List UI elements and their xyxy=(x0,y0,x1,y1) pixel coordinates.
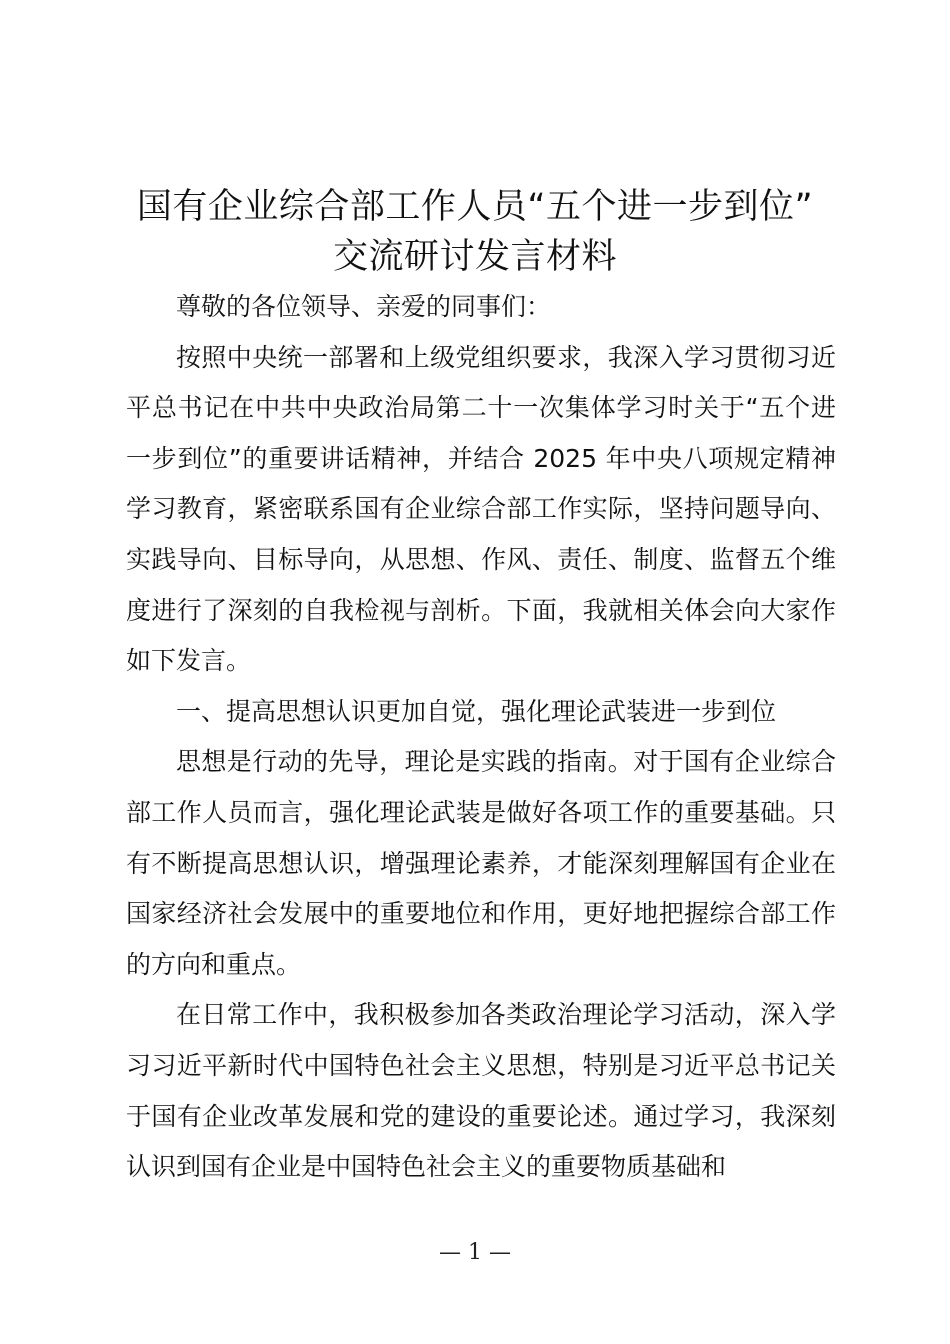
salutation: 尊敬的各位领导、亲爱的同事们： xyxy=(176,292,552,321)
document-title-line-1: 国有企业综合部工作人员“五个进一步到位” xyxy=(136,187,814,227)
document-title-line-2: 交流研讨发言材料 xyxy=(332,237,617,277)
section-heading-1: 一、提高思想认识更加自觉，强化理论武装进一步到位 xyxy=(176,696,777,726)
body-paragraph: 在日常工作中，我积极参加各类政治理论学习活动，深入学习习近平新时代中国特色社会主义思想，特别是习近平总书记关于国有企业改革发展和党的建设的重要论述。通过学习，我深刻认识到国有企业是中国特色社会主义的重要物质基础和 xyxy=(126,1000,836,1182)
document-body xyxy=(126,282,836,1193)
intro-paragraph: 按照中央统一部署和上级党组织要求，我深入学习贯彻习近平总书记在中共中央政治局第二十一次集体学习时关于“五个进一步到位”的重要讲话精神，并结合 2025 年中央八项规定精神学习教育，紧密联系国有企业综合部工作实际，坚持问题导向、实践导向、目标导向，从思想、作风、责任、制度、监督五个维度进行了深刻的自我检视与剖析。下面，我就相关体会向大家作如下发言。 xyxy=(126,342,836,676)
page-number: — 1 — xyxy=(439,1240,511,1265)
body-paragraph: 思想是行动的先导，理论是实践的指南。对于国有企业综合部工作人员而言，强化理论武装是做好各项工作的重要基础。只有不断提高思想认识，增强理论素养，才能深刻理解国有企业在国家经济社会发展中的重要地位和作用，更好地把握综合部工作的方向和重点。 xyxy=(126,747,836,979)
